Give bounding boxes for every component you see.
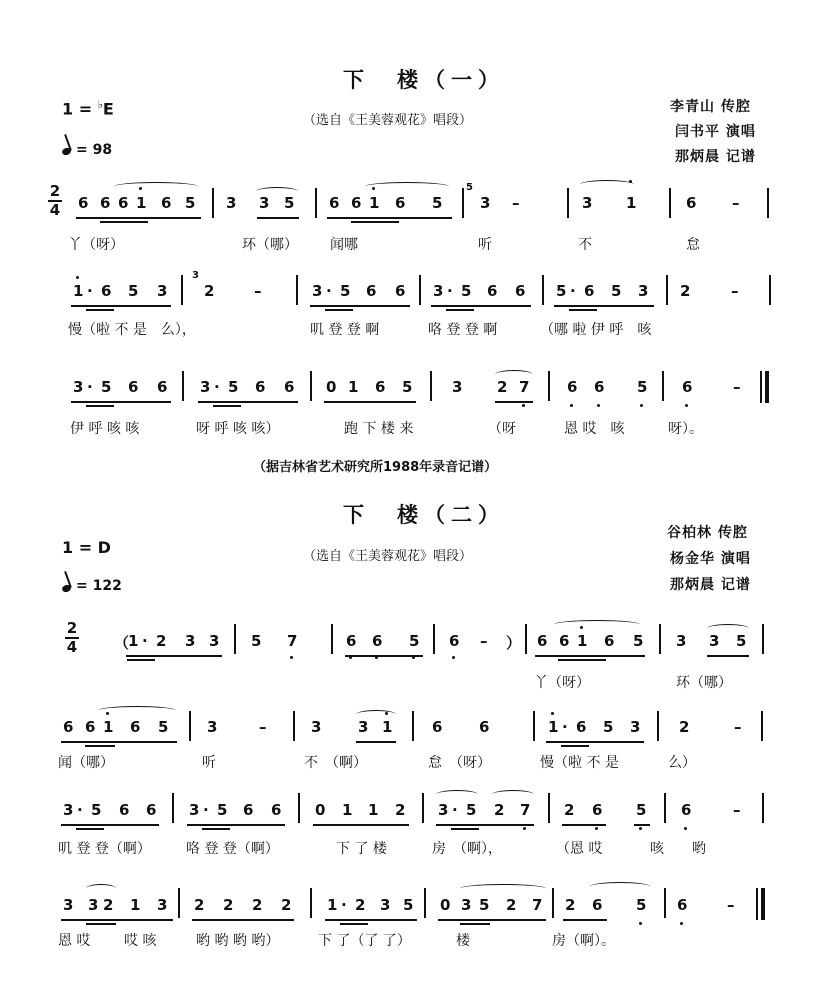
piece2-row1-lyric-1: 丫（呀） — [534, 675, 590, 691]
piece1-row1-notes: 6 6 6 1 6 5 3 3 5 6 6 1 6 5 3 – 3 1 6 – 5 — [78, 182, 740, 212]
piece2-row1-notes: （ 1 · 2 3 3 5 7 6 6 5 6 – ） 6 6 1 6 5 3 3 5 — [114, 632, 747, 652]
piece2-credit-2: 杨金华 演唱 — [670, 551, 751, 567]
piece2-row4-lyric-4: 下 了（了 了） — [318, 933, 411, 949]
piece1-row1-lyric-5: 不 — [578, 237, 592, 253]
piece1-tempo: = 98 — [76, 142, 113, 158]
piece2-row4-lyric-5: 楼 — [456, 933, 470, 949]
piece1-row3-notes: 3 · 5 6 6 3 · 5 6 6 0 1 6 5 3 2 7 6 6 5 6 – — [73, 378, 741, 396]
piece2-tempo: = 122 — [76, 578, 122, 594]
piece1-time-signature: 2 4 — [49, 182, 61, 219]
piece2-row2-lyric-2: 听 — [202, 755, 216, 771]
piece1-row3-lyric-4: （呀 — [488, 421, 516, 437]
piece1-row1-lyric-1: 丫（呀） — [68, 237, 124, 253]
piece1-credit-3: 那炳晨 记谱 — [675, 149, 756, 165]
piece1-row2-lyric-3: 咯 登 登 啊 — [428, 322, 498, 338]
piece2-row4-lyric-2: 哎 咳 — [124, 933, 157, 949]
piece1-key: 1 = ♭E — [62, 98, 114, 119]
piece1-row1-lyric-2: 环（哪） — [242, 237, 298, 253]
quarter-note-icon — [61, 147, 72, 157]
piece1-row3-lyric-2: 呀 呼 咳 咳） — [196, 421, 280, 437]
piece2-key: 1 = D — [62, 538, 111, 557]
piece2-row2-lyric-3: 不 （啊） — [304, 755, 367, 771]
piece2-row3-lyric-1: 叽 登 登（啊） — [58, 841, 151, 857]
piece1-row1-lyric-3: 闻哪 — [330, 237, 358, 253]
piece1-credit-2: 闫书平 演唱 — [675, 124, 756, 140]
piece2-row2-lyric-5: 慢（啦 不 是 — [540, 755, 619, 771]
piece1-row1-lyric-4: 听 — [478, 237, 492, 253]
piece2-row4-lyric-3: 哟 哟 哟 哟） — [196, 933, 280, 949]
piece2-credit-3: 那炳晨 记谱 — [670, 577, 751, 593]
piece2-row3-lyric-6: 咳 哟 — [650, 841, 706, 857]
piece1-credit-1: 李青山 传腔 — [670, 99, 751, 115]
piece1-row3-lyric-1: 伊 呼 咳 咳 — [70, 421, 140, 437]
piece1-row2-lyric-4: （哪 啦 伊 呼 咳 — [540, 322, 652, 338]
piece1-row2-lyric-2: 叽 登 登 啊 — [310, 322, 380, 338]
piece2-row2-lyric-1: 闻（哪） — [58, 755, 114, 771]
piece1-row2-notes: 1 · 6 5 3 2 – 3 · 5 6 6 3 · 5 6 6 5 · 6 5 3 2 – 3 — [73, 270, 739, 300]
piece2-credit-1: 谷柏林 传腔 — [667, 525, 748, 541]
piece2-row2-notes: 6 6 1 6 5 3 – 3 3 1 6 6 1 · 6 5 3 2 – — [63, 718, 742, 736]
piece2-row3-lyric-5: （恩 哎 — [556, 841, 603, 857]
piece2-row3-notes: 3 · 5 6 6 3 · 5 6 6 0 1 1 2 3 · 5 2 7 2 6 5 6 – — [63, 801, 741, 819]
piece2-row3-lyric-3: 下 了 楼 — [336, 841, 387, 857]
piece2-row3-lyric-4: 房 （啊）， — [432, 841, 502, 857]
piece2-subtitle: （选自《王美蓉观花》唱段） — [303, 549, 473, 564]
piece1-source-note: （据吉林省艺术研究所1988年录音记谱） — [253, 460, 498, 475]
piece1-row2-lyric-1: 慢（啦 不 是 么）， — [68, 322, 196, 338]
piece2-title: 下 楼（二） — [343, 503, 505, 527]
piece2-time-signature: 2 4 — [66, 619, 78, 656]
piece2-row3-lyric-2: 咯 登 登（啊） — [186, 841, 279, 857]
piece1-row3-lyric-6: 呀）。 — [668, 421, 703, 437]
piece2-row1-lyric-2: 环（哪） — [676, 675, 732, 691]
quarter-note-icon — [61, 584, 72, 594]
piece1-row1-lyric-6: 怠 — [686, 237, 700, 253]
piece1-row3-lyric-3: 跑 下 楼 来 — [344, 421, 414, 437]
piece2-row2-lyric-6: 么） — [668, 755, 696, 771]
piece2-row4-notes: 3 3 2 1 3 2 2 2 2 1 · 2 3 5 0 3 5 2 7 2 6 5 6 – — [63, 896, 735, 914]
piece1-row3-lyric-5: 恩 哎 咳 — [564, 421, 625, 437]
piece2-row4-lyric-6: 房（啊）。 — [552, 933, 615, 949]
piece2-row2-lyric-4: 怠 （呀） — [428, 755, 491, 771]
piece1-subtitle: （选自《王美蓉观花》唱段） — [303, 113, 473, 128]
piece2-row4-lyric-1: 恩 哎 — [58, 933, 91, 949]
piece1-title: 下 楼（一） — [343, 68, 505, 92]
